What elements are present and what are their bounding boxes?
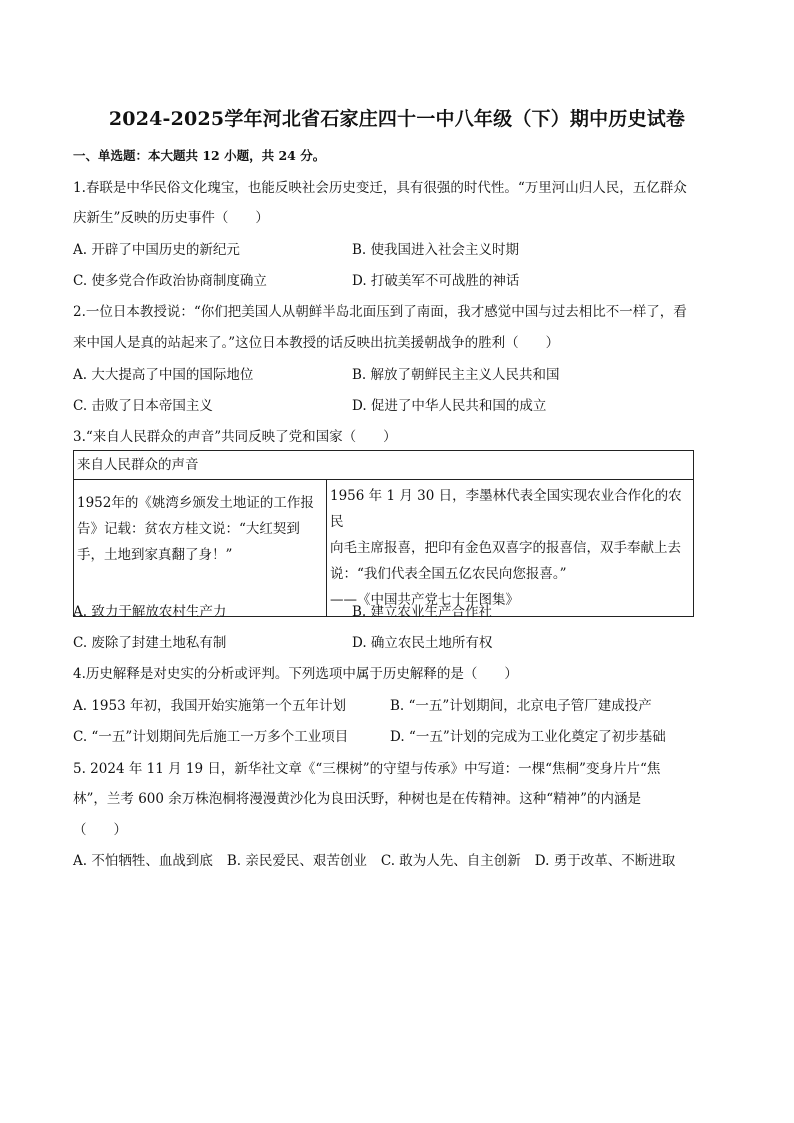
q3-source-table [73,450,694,617]
q3-table-left-cell [74,480,327,617]
q5-option-b: B. 亲民爱民、艰苦创业 [226,853,367,869]
q4-stem: 4.历史解释是对史实的分析或评判。下列选项中属于历史解释的是（ ） [73,666,518,682]
q5-stem-line-1: 5. 2024 年 11 月 19 日，新华社文章《“三棵树”的守望与传承》中写道：一棵“焦桐”变身片片“焦 [73,761,661,777]
q3-table-header: 来自人民群众的声音 [74,451,694,480]
q1-option-c: C. 使多党合作政治协商制度确立 [73,273,267,289]
q4-option-b: B. “一五”计划期间，北京电子管厂建成投产 [390,698,652,714]
q5-option-a: A. 不怕牺牲、血战到底 [73,853,213,869]
q3-right-line-2: 向毛主席报喜，把印有金色双喜字的报喜信，双手奉献上去 [330,540,681,556]
q1-option-a: A. 开辟了中国历史的新纪元 [73,242,240,258]
q1-option-b: B. 使我国进入社会主义时期 [352,242,520,258]
q3-option-a: A. 致力于解放农村生产力 [73,604,227,620]
q2-option-b: B. 解放了朝鲜民主主义人民共和国 [352,367,560,383]
q3-right-line-3: 说：“我们代表全国五亿农民向您报喜。” [330,566,567,582]
q3-option-d: D. 确立农民土地所有权 [352,635,493,651]
q2-option-c: C. 击败了日本帝国主义 [73,398,213,414]
q2-stem-line-2: 来中国人是真的站起来了。”这位日本教授的话反映出抗美援朝战争的胜利（ ） [73,335,560,351]
q3-left-line-3: 手，土地到家真翻了身！” [77,547,233,563]
q5-stem-line-3: （ ） [73,822,127,838]
q4-option-c: C. “一五”计划期间先后施工一万多个工业项目 [73,729,349,745]
q5-option-d: D. 勇于改革、不断进取 [534,853,676,869]
q1-stem-line-2: 庆新生”反映的历史事件（ ） [73,210,269,226]
q2-option-d: D. 促进了中华人民共和国的成立 [352,398,547,414]
q3-option-b: B. 建立农业生产合作社 [352,604,493,620]
q4-option-a: A. 1953 年初，我国开始实施第一个五年计划 [73,698,346,714]
q3-option-c: C. 废除了封建土地私有制 [73,635,227,651]
q3-left-line-2: 告》记载：贫农方桂文说：“大红契到 [77,521,300,537]
q4-option-d: D. “一五”计划的完成为工业化奠定了初步基础 [390,729,666,745]
q3-table-right-cell [327,480,694,617]
q2-option-a: A. 大大提高了中国的国际地位 [73,367,254,383]
q3-left-line-1: 1952年的《姚湾乡颁发土地证的工作报 [77,495,314,511]
q5-options-row [73,849,689,869]
q2-stem-line-1: 2.一位日本教授说：“你们把美国人从朝鲜半岛北面压到了南面，我才感觉中国与过去相比不一样了，看 [73,304,687,320]
q1-option-d: D. 打破美军不可战胜的神话 [352,273,520,289]
q5-option-c: C. 敢为人先、自主创新 [380,853,521,869]
section-heading: 一、单选题：本大题共 12 小题，共 24 分。 [73,148,326,163]
q3-stem: 3.“来自人民群众的声音”共同反映了党和国家（ ） [73,429,397,445]
exam-title: 2024-2025学年河北省石家庄四十一中八年级（下）期中历史试卷 [108,108,686,130]
q1-stem-line-1: 1.春联是中华民俗文化瑰宝，也能反映社会历史变迁，具有很强的时代性。“万里河山归人民，五亿群众 [73,180,687,196]
q3-right-source: ——《中国共产党七十年图集》 [330,592,519,608]
q5-stem-line-2: 林”，兰考 600 余万株泡桐将漫漫黄沙化为良田沃野，种树也是在传精神。这种“精神”的内涵是 [73,791,642,807]
q3-right-line-1: 1956 年 1 月 30 日，李墨林代表全国实现农业合作化的农民 [330,488,682,530]
